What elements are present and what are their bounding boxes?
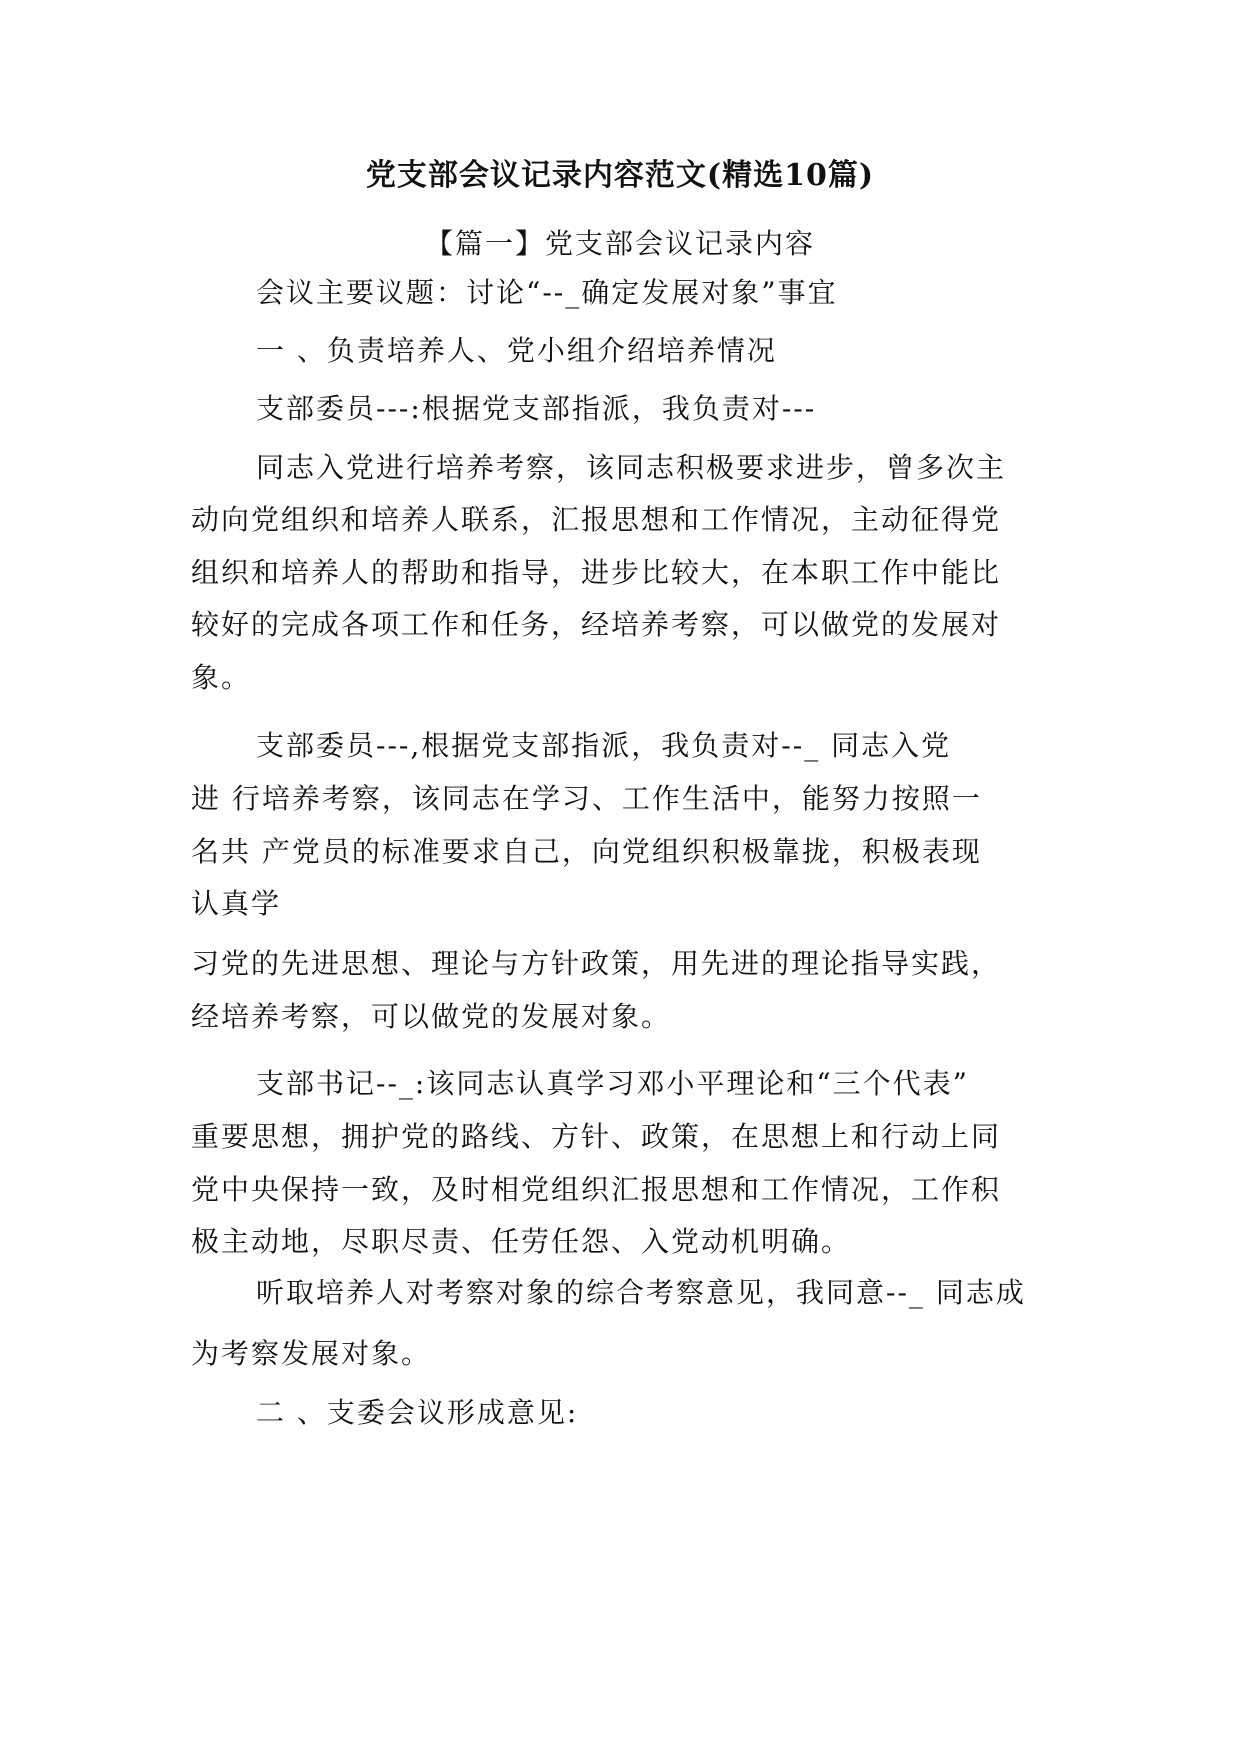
text-line: 极主动地，尽职尽责、任劳任怨、入党动机明确。	[191, 1225, 852, 1258]
text-line: 支部委员---:根据党支部指派，我负责对---	[256, 392, 817, 425]
text-line: 象。	[191, 661, 252, 694]
section-heading: 【篇一】党支部会议记录内容	[424, 227, 815, 260]
text-line: 党中央保持一致，及时相党组织汇报思想和工作情况，工作积	[191, 1173, 1002, 1206]
text-line: 经培养考察，可以做党的发展对象。	[191, 1000, 672, 1033]
text-line: 较好的完成各项工作和任务，经培养考察，可以做党的发展对	[191, 608, 1002, 641]
text-line: 重要思想，拥护党的路线、方针、政策，在思想上和行动上同	[191, 1120, 1002, 1153]
text-line: 动向党组织和培养人联系，汇报思想和工作情况，主动征得党	[191, 503, 1002, 536]
text-line: 组织和培养人的帮助和指导，进步比较大，在本职工作中能比	[191, 556, 1002, 589]
text-line: 名共 产党员的标准要求自己，向党组织积极靠拢，积极表现	[191, 835, 982, 868]
text-line: 听取培养人对考察对象的综合考察意见，我同意--_ 同志成	[256, 1276, 1026, 1309]
text-line: 进 行培养考察，该同志在学习、工作生活中，能努力按照一	[191, 782, 982, 815]
document-title: 党支部会议记录内容范文(精选10篇)	[365, 158, 875, 193]
text-line: 认真学	[191, 887, 282, 920]
text-line: 同志入党进行培养考察，该同志积极要求进步，曾多次主	[256, 451, 1007, 484]
text-line: 一 、负责培养人、党小组介绍培养情况	[256, 334, 777, 367]
text-line: 为考察发展对象。	[191, 1337, 432, 1370]
text-line: 支部书记--_:该同志认真学习邓小平理论和“三个代表”	[256, 1067, 969, 1100]
text-line: 支部委员---,根据党支部指派，我负责对--_ 同志入党	[256, 729, 952, 762]
text-line: 二 、支委会议形成意见:	[256, 1396, 579, 1429]
text-line: 会议主要议题：讨论“--_确定发展对象”事宜	[256, 276, 838, 309]
text-line: 习党的先进思想、理论与方针政策，用先进的理论指导实践，	[191, 947, 1002, 980]
